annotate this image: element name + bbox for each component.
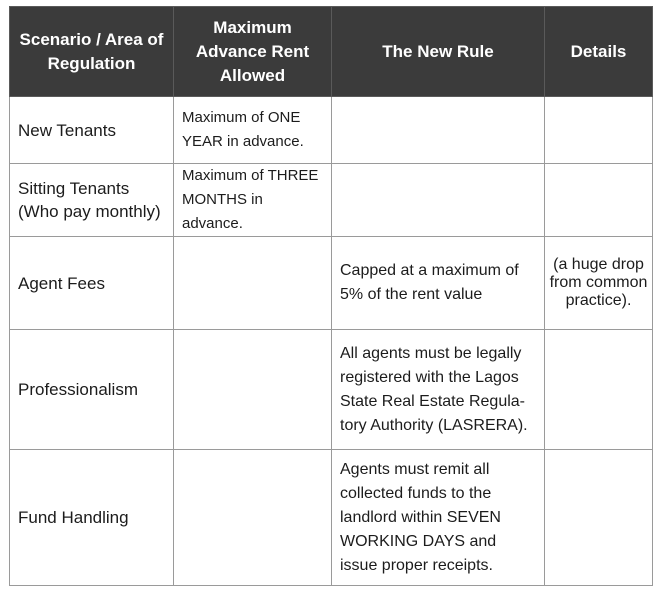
table-row	[10, 330, 653, 450]
header-scenario: Scenario / Area of Regulation	[10, 7, 174, 97]
cell-details	[545, 450, 653, 586]
regulation-table	[9, 6, 653, 586]
header-max-advance-rent: Maximum Advance Rent Allowed	[174, 7, 332, 97]
cell-advance: Maximum of ONE YEAR in advance.	[174, 97, 332, 164]
header-new-rule: The New Rule	[332, 7, 545, 97]
cell-scenario: Professionalism	[10, 330, 174, 450]
cell-advance	[174, 330, 332, 450]
cell-advance	[174, 450, 332, 586]
cell-scenario: Agent Fees	[10, 237, 174, 330]
cell-scenario: Fund Handling	[10, 450, 174, 586]
header-row	[10, 7, 653, 97]
cell-details: (a huge drop from common practice).	[545, 237, 653, 330]
cell-scenario: New Tenants	[10, 97, 174, 164]
header-details: Details	[545, 7, 653, 97]
cell-rule: Agents must remit all collected funds to the landlord within SEVEN WORKING DAYS and issue proper receipts.	[332, 450, 545, 586]
cell-details	[545, 164, 653, 237]
cell-details	[545, 97, 653, 164]
regulation-table-container	[9, 6, 652, 577]
cell-rule	[332, 97, 545, 164]
table-header	[10, 7, 653, 97]
cell-rule: Capped at a maximum of 5% of the rent value	[332, 237, 545, 330]
cell-scenario: Sitting Tenants (Who pay monthly)	[10, 164, 174, 237]
table-row	[10, 237, 653, 330]
table-row	[10, 450, 653, 586]
cell-details	[545, 330, 653, 450]
cell-rule	[332, 164, 545, 237]
table-row	[10, 164, 653, 237]
cell-advance	[174, 237, 332, 330]
table-body	[10, 97, 653, 586]
cell-rule: All agents must be legally registered with the Lagos State Real Estate Regula-tory Authority (LASRERA).	[332, 330, 545, 450]
cell-advance: Maximum of THREE MONTHS in advance.	[174, 164, 332, 237]
table-row	[10, 97, 653, 164]
